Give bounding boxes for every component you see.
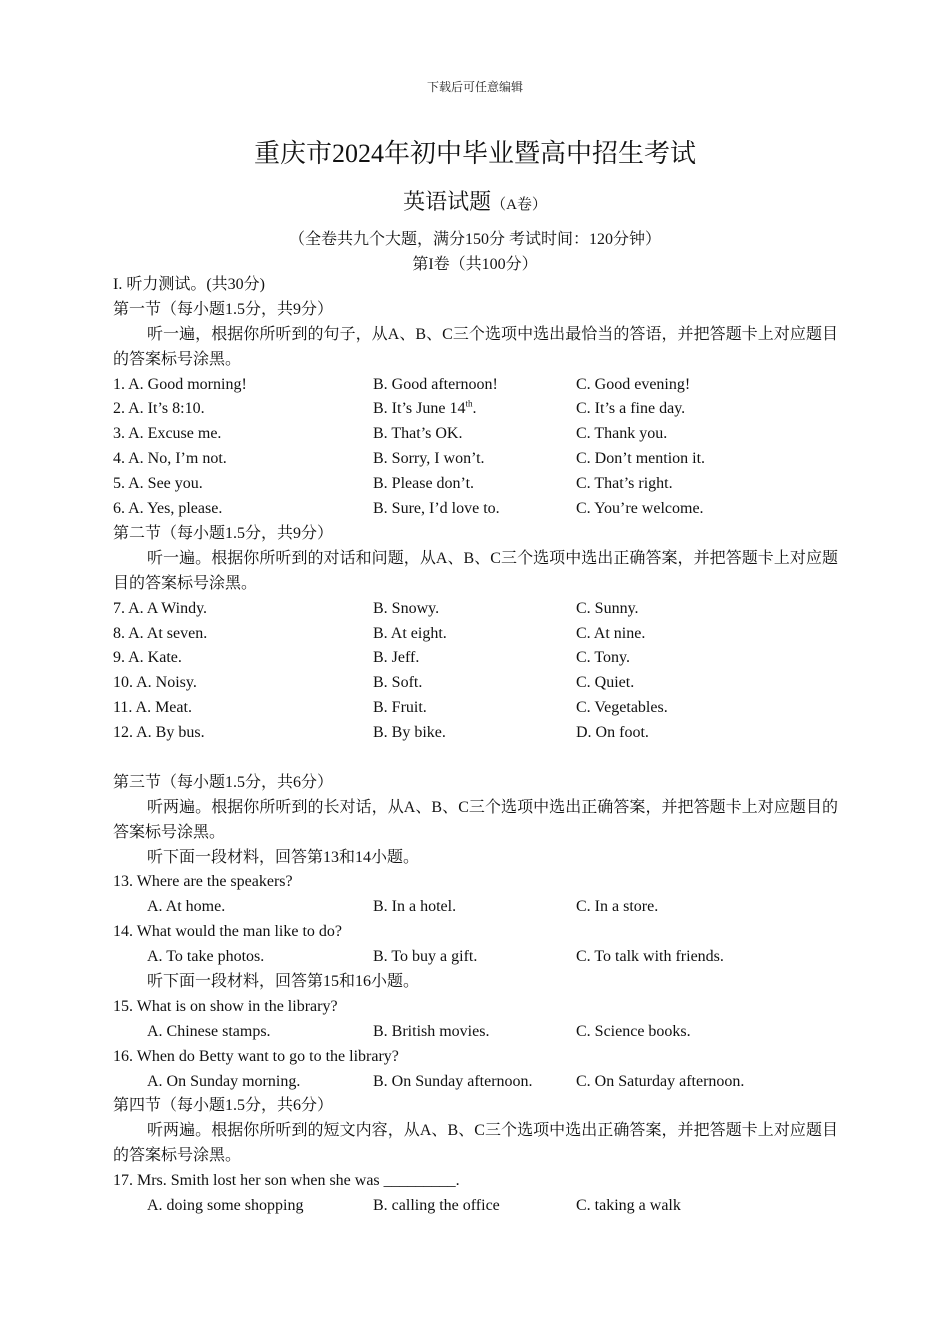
question-stem: 14. What would the man like to do? — [113, 923, 342, 941]
option-b: B. Soft. — [373, 674, 423, 692]
question-row — [113, 622, 838, 647]
option-c: C. On Saturday afternoon. — [576, 1072, 745, 1090]
question-row — [113, 646, 838, 671]
page-title: 重庆市2024年初中毕业暨高中招生考试 — [253, 139, 696, 168]
option-c: C. To talk with friends. — [576, 948, 724, 966]
option-b: B. That’s OK. — [373, 425, 463, 443]
question-stem: 16. When do Betty want to go to the library? — [113, 1047, 399, 1065]
option-c: C. It’s a fine day. — [576, 400, 686, 418]
question-row — [113, 895, 838, 920]
option-c: C. Sunny. — [576, 599, 639, 617]
exam-body — [113, 273, 838, 1219]
option-b: B. Fruit. — [373, 699, 427, 717]
exam-subtitle — [0, 185, 950, 216]
option-c: C. Science books. — [576, 1022, 691, 1040]
option-a: 9. A. Kate. — [113, 649, 182, 667]
question-stem: 17. Mrs. Smith lost her son when she was _________. — [113, 1172, 460, 1190]
question-row — [113, 373, 838, 398]
section-instruction: 听一遍，根据你所听到的句子，从A、B、C三个选项中选出最恰当的答语，并把答题卡上对应题目的答案标号涂黑。 — [113, 325, 838, 368]
option-c: C. That’s right. — [576, 475, 673, 493]
material-note: 听下面一段材料，回答第13和14小题。 — [147, 848, 420, 866]
option-b: B. On Sunday afternoon. — [373, 1072, 533, 1090]
section-title: 第三节（每小题1.5分，共6分） — [113, 773, 334, 791]
section-instruction: 听两遍。根据你所听到的长对话，从A、B、C三个选项中选出正确答案，并把答题卡上对应题目的答案标号涂黑。 — [113, 798, 838, 841]
option-a: A. doing some shopping — [147, 1197, 304, 1215]
question-stem: 15. What is on show in the library? — [113, 997, 338, 1015]
option-a: 6. A. Yes, please. — [113, 500, 223, 518]
section-title: 第一节（每小题1.5分，共9分） — [113, 300, 334, 318]
option-a: 3. A. Excuse me. — [113, 425, 222, 443]
question-row — [113, 671, 838, 696]
option-a: 8. A. At seven. — [113, 624, 208, 642]
question-row — [113, 1020, 838, 1045]
option-b: B. calling the office — [373, 1197, 500, 1215]
section-title: 第四节（每小题1.5分，共6分） — [113, 1097, 334, 1115]
subtitle-text: 英语试题 — [403, 189, 492, 214]
material-note: 听下面一段材料，回答第15和16小题。 — [147, 973, 420, 991]
option-b: B. At eight. — [373, 624, 447, 642]
option-b — [373, 397, 476, 422]
option-c: C. In a store. — [576, 898, 659, 916]
option-c: C. Quiet. — [576, 674, 635, 692]
option-a: 1. A. Good morning! — [113, 375, 247, 393]
option-b: B. Sure, I’d love to. — [373, 500, 500, 518]
option-c: C. Tony. — [576, 649, 630, 667]
question-row — [113, 447, 838, 472]
option-c: D. On foot. — [576, 724, 649, 742]
option-a: A. To take photos. — [147, 948, 265, 966]
option-c: C. You’re welcome. — [576, 500, 704, 518]
question-row — [113, 422, 838, 447]
question-row — [113, 497, 838, 522]
option-b: B. Snowy. — [373, 599, 440, 617]
option-a: 7. A. A Windy. — [113, 599, 208, 617]
option-b-text: B. It’s June 14 — [373, 400, 466, 418]
option-c: C. Good evening! — [576, 375, 691, 393]
question-row — [113, 597, 838, 622]
option-b: B. Sorry, I won’t. — [373, 450, 485, 468]
option-c: C. At nine. — [576, 624, 646, 642]
option-a: 4. A. No, I’m not. — [113, 450, 227, 468]
option-b: B. To buy a gift. — [373, 948, 478, 966]
option-a: 10. A. Noisy. — [113, 674, 197, 692]
option-a: A. Chinese stamps. — [147, 1022, 271, 1040]
volume-heading: 第I卷（共100分） — [412, 256, 538, 273]
option-b: B. By bike. — [373, 724, 446, 742]
option-a: A. At home. — [147, 898, 226, 916]
part-title: I. 听力测试。(共30分) — [113, 276, 265, 293]
option-b: B. In a hotel. — [373, 898, 457, 916]
question-row — [113, 721, 838, 746]
option-b-end: . — [472, 400, 477, 418]
option-a: 5. A. See you. — [113, 475, 203, 493]
section-instruction: 听两遍。根据你所听到的短文内容，从A、B、C三个选项中选出正确答案，并把答题卡上对应题目的答案标号涂黑。 — [113, 1122, 838, 1165]
option-b: B. Good afternoon! — [373, 375, 498, 393]
question-row — [113, 472, 838, 497]
option-a: 11. A. Meat. — [113, 699, 192, 717]
option-a: A. On Sunday morning. — [147, 1072, 301, 1090]
option-c: C. Don’t mention it. — [576, 450, 706, 468]
question-row — [113, 1070, 838, 1095]
ordinal-suffix: th — [465, 399, 473, 410]
question-row — [113, 945, 838, 970]
exam-info: （全卷共九个大题，满分150分 考试时间：120分钟） — [288, 231, 661, 248]
option-a: 12. A. By bus. — [113, 724, 205, 742]
question-row — [113, 1194, 838, 1219]
question-stem: 13. Where are the speakers? — [113, 873, 293, 891]
subtitle-note: （A卷） — [491, 197, 547, 213]
header-note: 下载后可任意编辑 — [426, 80, 523, 94]
option-c: C. taking a walk — [576, 1197, 681, 1215]
option-b: B. British movies. — [373, 1022, 490, 1040]
option-c: C. Vegetables. — [576, 699, 668, 717]
option-a: 2. A. It’s 8:10. — [113, 400, 205, 418]
question-row — [113, 397, 838, 422]
spacer — [113, 746, 838, 771]
section-instruction: 听一遍。根据你所听到的对话和问题，从A、B、C三个选项中选出正确答案，并把答题卡上对应题目的答案标号涂黑。 — [113, 549, 838, 592]
option-b: B. Jeff. — [373, 649, 420, 667]
section-title: 第二节（每小题1.5分，共9分） — [113, 524, 334, 542]
option-b: B. Please don’t. — [373, 475, 475, 493]
option-c: C. Thank you. — [576, 425, 668, 443]
question-row — [113, 696, 838, 721]
